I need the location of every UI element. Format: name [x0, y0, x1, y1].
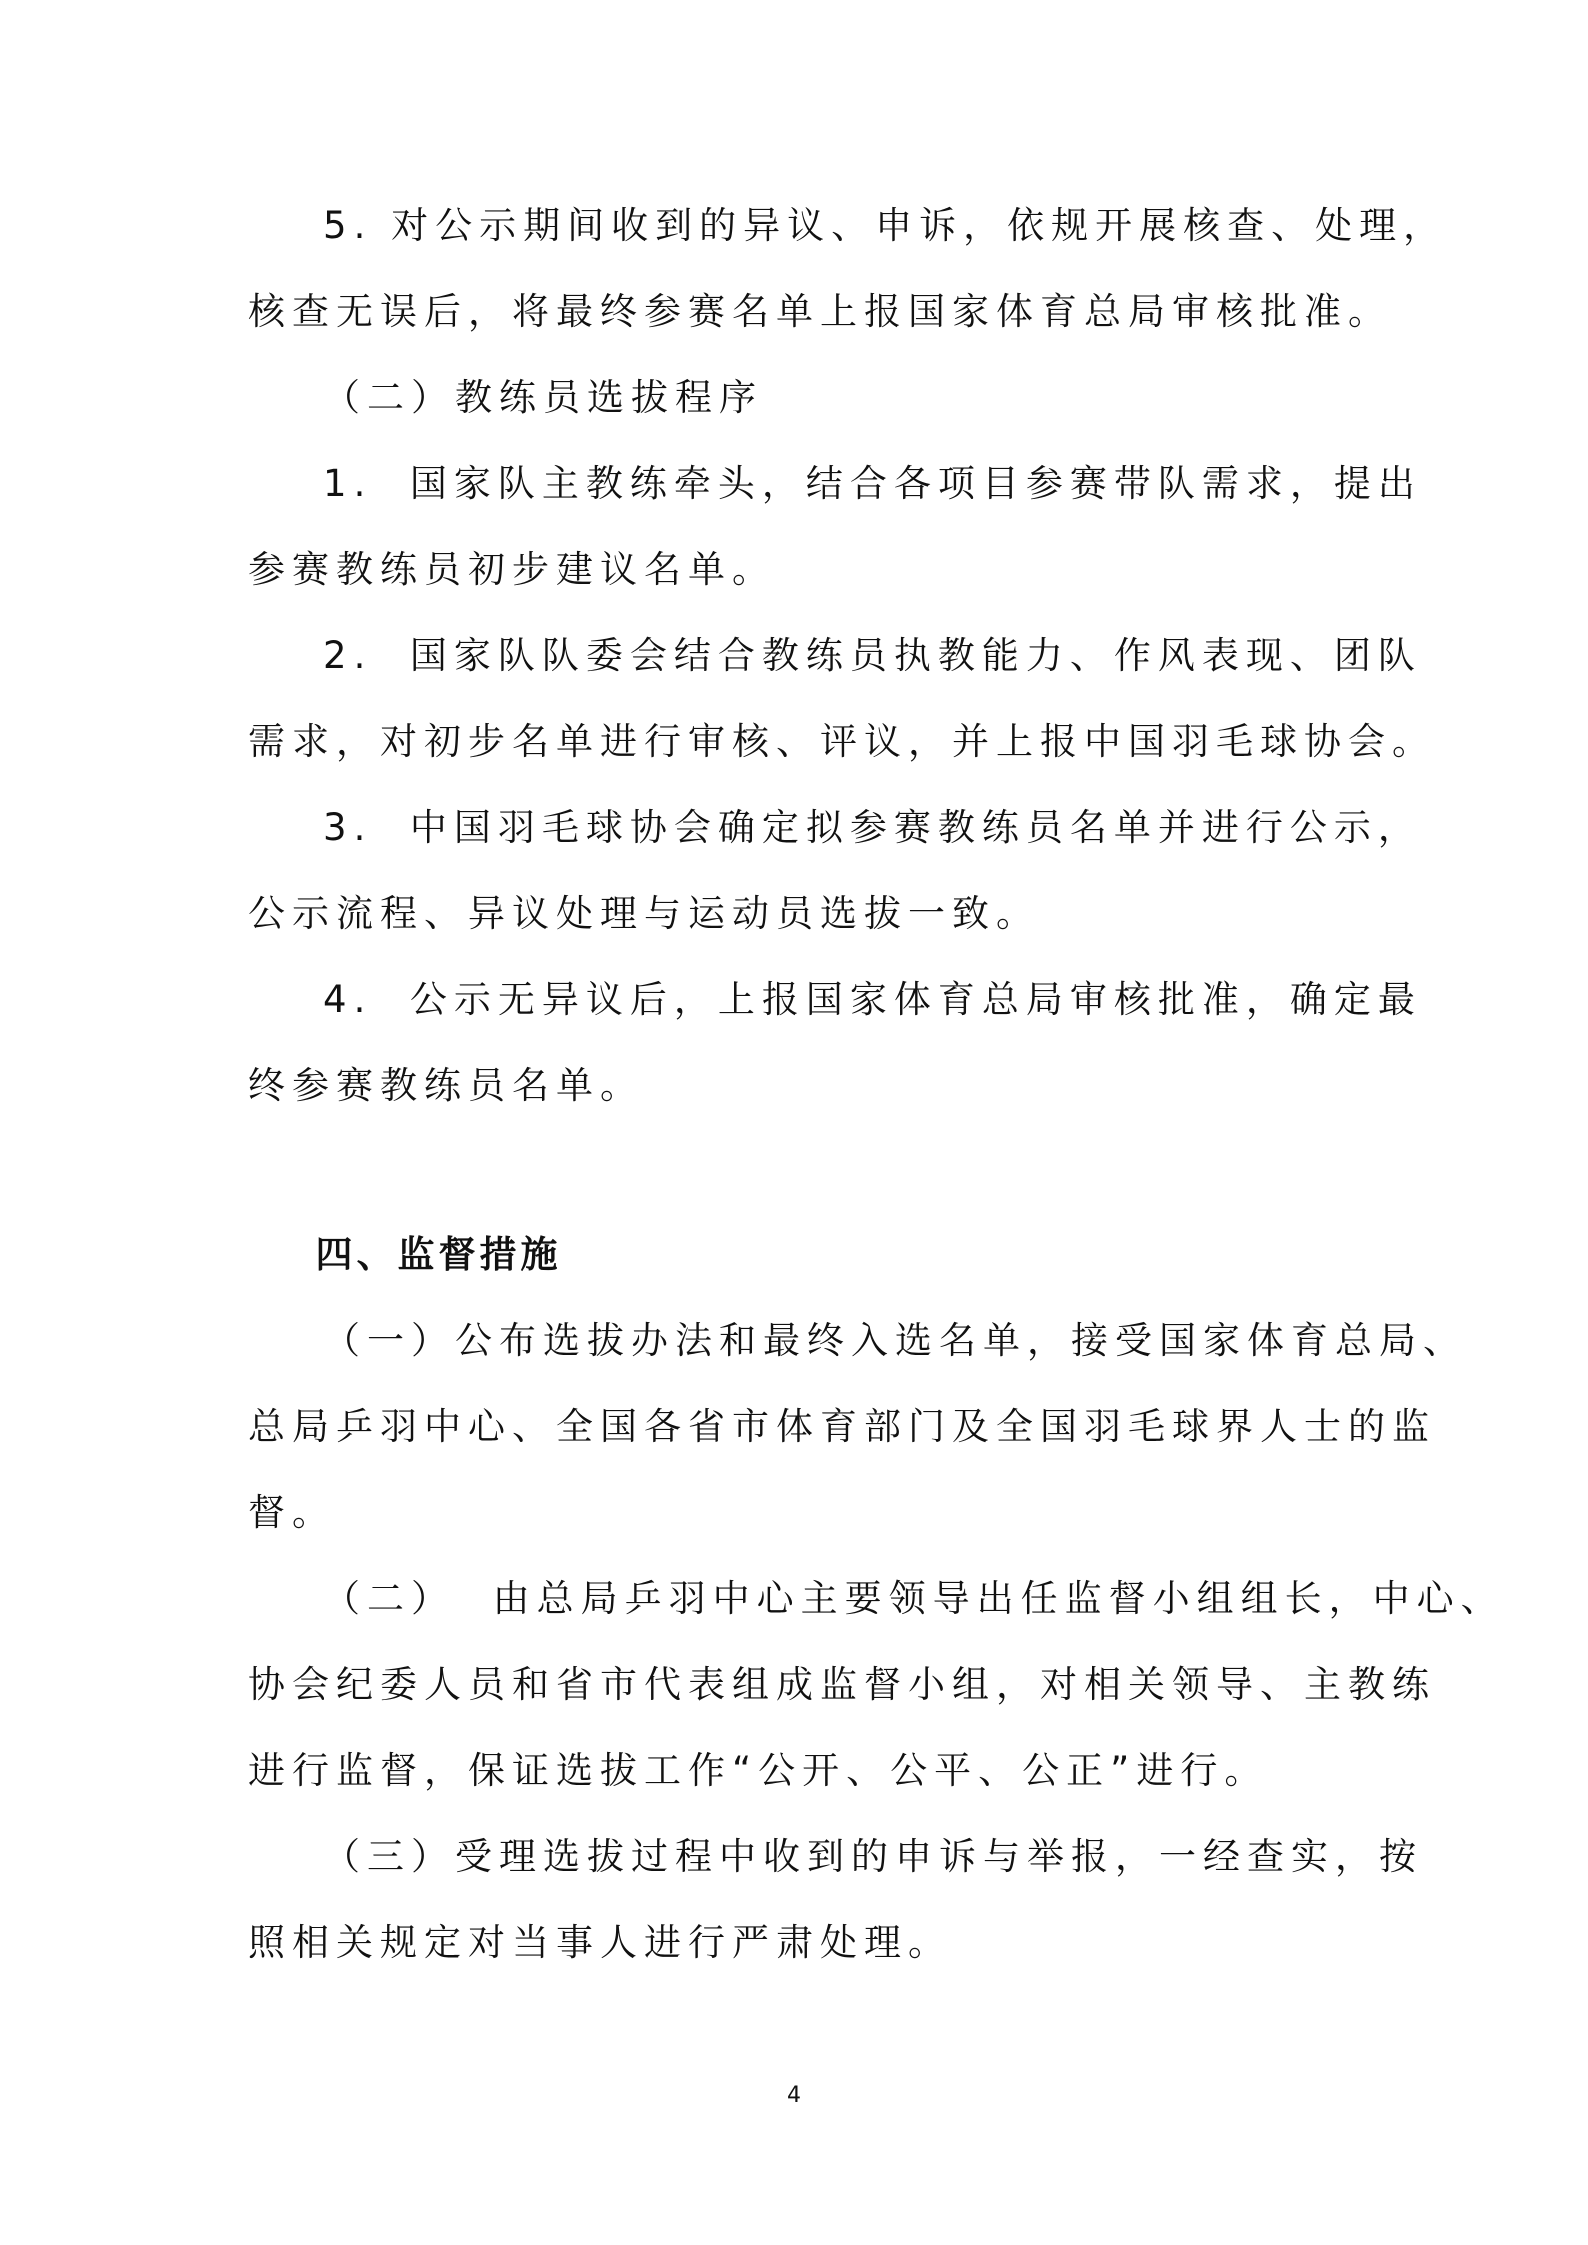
paragraph-line: 5. 对公示期间收到的异议、申诉，依规开展核查、处理， — [248, 204, 1448, 247]
paragraph-line: 终参赛教练员名单。 — [248, 1064, 644, 1107]
paragraph-line: 核查无误后，将最终参赛名单上报国家体育总局审核批准。 — [248, 290, 1392, 333]
section-subheading: （二）教练员选拔程序 — [248, 376, 764, 419]
paragraph-line: 总局乒羽中心、全国各省市体育部门及全国羽毛球界人士的监 — [248, 1405, 1436, 1448]
paragraph-line: 需求，对初步名单进行审核、评议，并上报中国羽毛球协会。 — [248, 720, 1436, 763]
paragraph-line: 1. 国家队主教练牵头，结合各项目参赛带队需求，提出 — [248, 462, 1422, 505]
paragraph-line: 参赛教练员初步建议名单。 — [248, 548, 776, 591]
paragraph-line: 照相关规定对当事人进行严肃处理。 — [248, 1921, 952, 1964]
paragraph-line: 3. 中国羽毛球协会确定拟参赛教练员名单并进行公示， — [248, 806, 1422, 849]
paragraph-line: （二） 由总局乒羽中心主要领导出任监督小组组长，中心、 — [248, 1577, 1505, 1620]
paragraph-line: 4. 公示无异议后，上报国家体育总局审核批准，确定最 — [248, 978, 1422, 1021]
paragraph-line: （三）受理选拔过程中收到的申诉与举报，一经查实，按 — [248, 1835, 1424, 1878]
page-number: 4 — [787, 2083, 801, 2108]
paragraph-line: 2. 国家队队委会结合教练员执教能力、作风表现、团队 — [248, 634, 1422, 677]
section-heading: 四、监督措施 — [248, 1233, 562, 1276]
paragraph-line: 督。 — [248, 1491, 336, 1534]
paragraph-line: 公示流程、异议处理与运动员选拔一致。 — [248, 892, 1040, 935]
paragraph-line: （一）公布选拔办法和最终入选名单，接受国家体育总局、 — [248, 1319, 1468, 1362]
paragraph-line: 进行监督，保证选拔工作“公开、公平、公正”进行。 — [248, 1749, 1269, 1792]
paragraph-line: 协会纪委人员和省市代表组成监督小组，对相关领导、主教练 — [248, 1663, 1436, 1706]
